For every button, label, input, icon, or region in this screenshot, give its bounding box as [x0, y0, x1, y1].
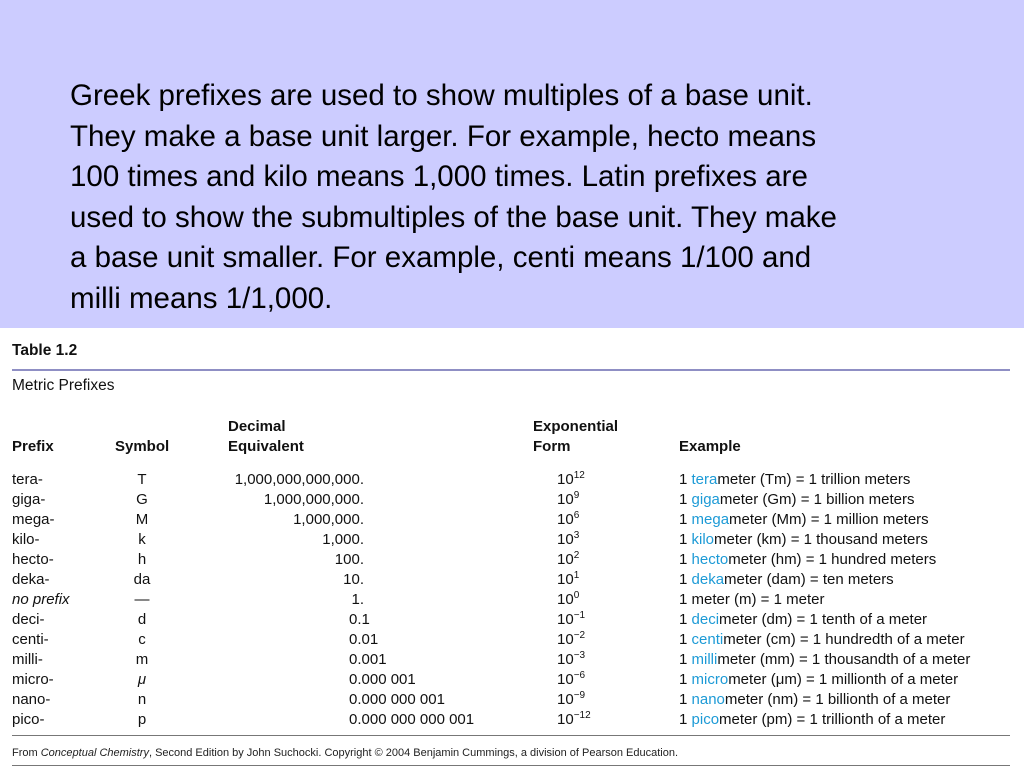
- example-cell: [679, 690, 950, 710]
- example-prefix-highlight: centi: [691, 631, 724, 648]
- decimal-cell: 1,000,000,000.: [263, 491, 364, 508]
- example-prefix-highlight: nano: [691, 691, 725, 708]
- example-prefix-highlight: deka: [691, 571, 725, 588]
- footer-rule: [12, 765, 1010, 766]
- example-cell: [679, 610, 927, 630]
- symbol-cell: p: [137, 711, 147, 728]
- symbol-cell: —: [134, 591, 150, 608]
- decimal-cell: 0.000 001: [349, 671, 416, 688]
- exponential-cell: [557, 690, 585, 710]
- prefix-cell: pico-: [12, 711, 45, 728]
- decimal-cell: 0.001: [349, 651, 387, 668]
- exponent-power: −2: [573, 630, 586, 641]
- exponent-power: −1: [573, 610, 586, 621]
- prefix-cell: kilo-: [12, 531, 40, 548]
- example-cell: [679, 710, 945, 730]
- intro-line: milli means 1/1,000.: [70, 281, 333, 315]
- exponential-cell: [557, 470, 585, 490]
- exponent-base: 10: [557, 611, 574, 628]
- exponent-power: 6: [573, 510, 580, 521]
- symbol-cell: M: [135, 511, 149, 528]
- example-cell: [679, 530, 928, 550]
- example-text: meter (dm) = 1 tenth of a meter: [719, 611, 928, 628]
- exponent-base: 10: [557, 571, 574, 588]
- exponent-base: 10: [557, 511, 574, 528]
- exponent-base: 10: [557, 471, 574, 488]
- example-text: 1: [679, 691, 692, 708]
- symbol-cell: da: [133, 571, 151, 588]
- example-text: 1: [679, 631, 692, 648]
- header-expo-line2: Form: [533, 438, 571, 455]
- exponent-base: 10: [557, 671, 574, 688]
- header-decimal-line2: Equivalent: [228, 438, 304, 455]
- intro-line: a base unit smaller. For example, centi means 1/100 and: [70, 241, 812, 274]
- example-text: meter (pm) = 1 trillionth of a meter: [719, 711, 946, 728]
- example-text: 1: [679, 551, 692, 568]
- example-text: meter (hm) = 1 hundred meters: [728, 551, 937, 568]
- example-text: meter (Mm) = 1 million meters: [729, 511, 929, 528]
- prefix-cell: micro-: [12, 671, 54, 688]
- table-bottom-rule: [12, 735, 1010, 736]
- exponent-power: −9: [573, 690, 586, 701]
- example-text: meter (Gm) = 1 billion meters: [719, 491, 915, 508]
- example-text: meter (km) = 1 thousand meters: [714, 531, 928, 548]
- exponential-cell: [557, 650, 585, 670]
- example-text: 1: [679, 571, 692, 588]
- example-text: meter (μm) = 1 millionth of a meter: [728, 671, 959, 688]
- citation-details: , Second Edition by John Suchocki. Copyright © 2004 Benjamin Cummings, a division of Pearson Education.: [148, 747, 679, 759]
- exponent-power: 12: [573, 470, 585, 481]
- example-prefix-highlight: tera: [691, 471, 718, 488]
- decimal-cell: 0.01: [349, 631, 379, 648]
- example-prefix-highlight: micro: [691, 671, 729, 688]
- example-cell: [679, 550, 936, 570]
- symbol-cell: c: [138, 631, 146, 648]
- exponential-cell: [557, 630, 585, 650]
- metric-prefixes-table: [0, 328, 1024, 768]
- example-cell: [679, 650, 970, 670]
- prefix-cell: mega-: [12, 511, 55, 528]
- exponential-cell: [557, 670, 585, 690]
- decimal-cell: 1,000.: [322, 531, 364, 548]
- header-symbol: Symbol: [115, 438, 170, 455]
- citation-prefix: From: [12, 747, 41, 759]
- example-text: 1: [679, 531, 692, 548]
- example-prefix-highlight: mega: [691, 511, 730, 528]
- exponent-power: 0: [573, 590, 580, 601]
- symbol-cell: h: [137, 551, 147, 568]
- intro-line: Greek prefixes are used to show multiples of a base unit.: [70, 79, 813, 112]
- symbol-cell: k: [138, 531, 146, 548]
- exponent-power: 9: [573, 490, 580, 501]
- prefix-cell: no prefix: [12, 591, 70, 608]
- example-cell: [679, 670, 958, 690]
- example-prefix-highlight: hecto: [691, 551, 729, 568]
- exponent-base: 10: [557, 551, 574, 568]
- decimal-cell: 100.: [334, 551, 364, 568]
- exponential-cell: [557, 590, 579, 610]
- title-divider: [12, 369, 1010, 371]
- example-cell: [679, 570, 894, 590]
- example-prefix-highlight: milli: [691, 651, 718, 668]
- prefix-cell: deka-: [12, 571, 50, 588]
- example-cell: [679, 470, 910, 490]
- citation-book-title: Conceptual Chemistry: [40, 747, 149, 759]
- exponent-power: 3: [573, 530, 580, 541]
- intro-line: 100 times and kilo means 1,000 times. Latin prefixes are: [70, 160, 808, 193]
- example-text: 1: [679, 491, 692, 508]
- exponent-power: 2: [573, 550, 580, 561]
- example-prefix-highlight: pico: [691, 711, 720, 728]
- exponential-cell: [557, 570, 579, 590]
- prefix-cell: giga-: [12, 491, 46, 508]
- example-cell: [679, 490, 915, 510]
- example-prefix-highlight: deci: [691, 611, 720, 628]
- header-expo-line1: Exponential: [533, 418, 619, 435]
- intro-paragraph: [70, 76, 1000, 319]
- example-text: 1: [679, 471, 692, 488]
- example-text: meter (cm) = 1 hundredth of a meter: [723, 631, 965, 648]
- example-cell: [679, 510, 929, 530]
- example-text: meter (Tm) = 1 trillion meters: [717, 471, 911, 488]
- decimal-cell: 1,000,000,000,000.: [234, 471, 364, 488]
- intro-line: used to show the submultiples of the base unit. They make: [70, 200, 837, 234]
- exponent-power: −12: [573, 710, 591, 721]
- example-text: meter (nm) = 1 billionth of a meter: [724, 691, 951, 708]
- exponent-base: 10: [557, 531, 574, 548]
- source-citation: [12, 747, 678, 759]
- exponent-base: 10: [557, 491, 574, 508]
- symbol-cell: m: [135, 651, 149, 668]
- symbol-cell: T: [137, 471, 147, 488]
- exponent-power: −6: [573, 670, 586, 681]
- header-prefix: Prefix: [12, 438, 54, 455]
- symbol-cell: n: [137, 691, 147, 708]
- header-example: Example: [679, 438, 741, 455]
- exponential-cell: [557, 530, 579, 550]
- prefix-cell: centi-: [12, 631, 49, 648]
- decimal-cell: 0.1: [349, 611, 370, 628]
- decimal-cell: 0.000 000 000 001: [349, 711, 475, 728]
- prefix-cell: nano-: [12, 691, 51, 708]
- header-decimal-line1: Decimal: [228, 418, 286, 435]
- prefix-cell: tera-: [12, 471, 43, 488]
- example-text: meter (mm) = 1 thousandth of a meter: [717, 651, 971, 668]
- example-prefix-highlight: giga: [691, 491, 720, 508]
- table-title: Table 1.2: [12, 342, 78, 359]
- example-text: 1: [679, 611, 692, 628]
- exponent-base: 10: [557, 711, 574, 728]
- symbol-cell: G: [136, 491, 148, 508]
- exponent-power: 1: [573, 570, 580, 581]
- exponential-cell: [557, 510, 579, 530]
- prefix-cell: milli-: [12, 651, 43, 668]
- exponential-cell: [557, 610, 585, 630]
- decimal-cell: 1,000,000.: [293, 511, 364, 528]
- prefix-cell: deci-: [12, 611, 45, 628]
- example-text: meter (dam) = ten meters: [724, 571, 894, 588]
- symbol-cell: d: [137, 611, 147, 628]
- example-cell: [679, 590, 824, 610]
- prefix-cell: hecto-: [12, 551, 54, 568]
- exponent-base: 10: [557, 631, 574, 648]
- symbol-cell: μ: [137, 671, 147, 688]
- exponential-cell: [557, 490, 579, 510]
- decimal-cell: 10.: [343, 571, 364, 588]
- exponent-base: 10: [557, 691, 574, 708]
- decimal-cell: 0.000 000 001: [349, 691, 445, 708]
- intro-line: They make a base unit larger. For example, hecto means: [70, 119, 817, 153]
- table-subtitle: Metric Prefixes: [12, 377, 115, 394]
- decimal-cell: 1.: [351, 591, 364, 608]
- exponent-base: 10: [557, 591, 574, 608]
- exponent-base: 10: [557, 651, 574, 668]
- example-text: 1 meter (m) = 1 meter: [679, 591, 825, 608]
- example-text: 1: [679, 511, 692, 528]
- example-text: 1: [679, 711, 692, 728]
- example-text: 1: [679, 651, 692, 668]
- example-text: 1: [679, 671, 692, 688]
- exponent-power: −3: [573, 650, 586, 661]
- exponential-cell: [557, 710, 591, 730]
- example-prefix-highlight: kilo: [691, 531, 715, 548]
- example-cell: [679, 630, 965, 650]
- exponential-cell: [557, 550, 579, 570]
